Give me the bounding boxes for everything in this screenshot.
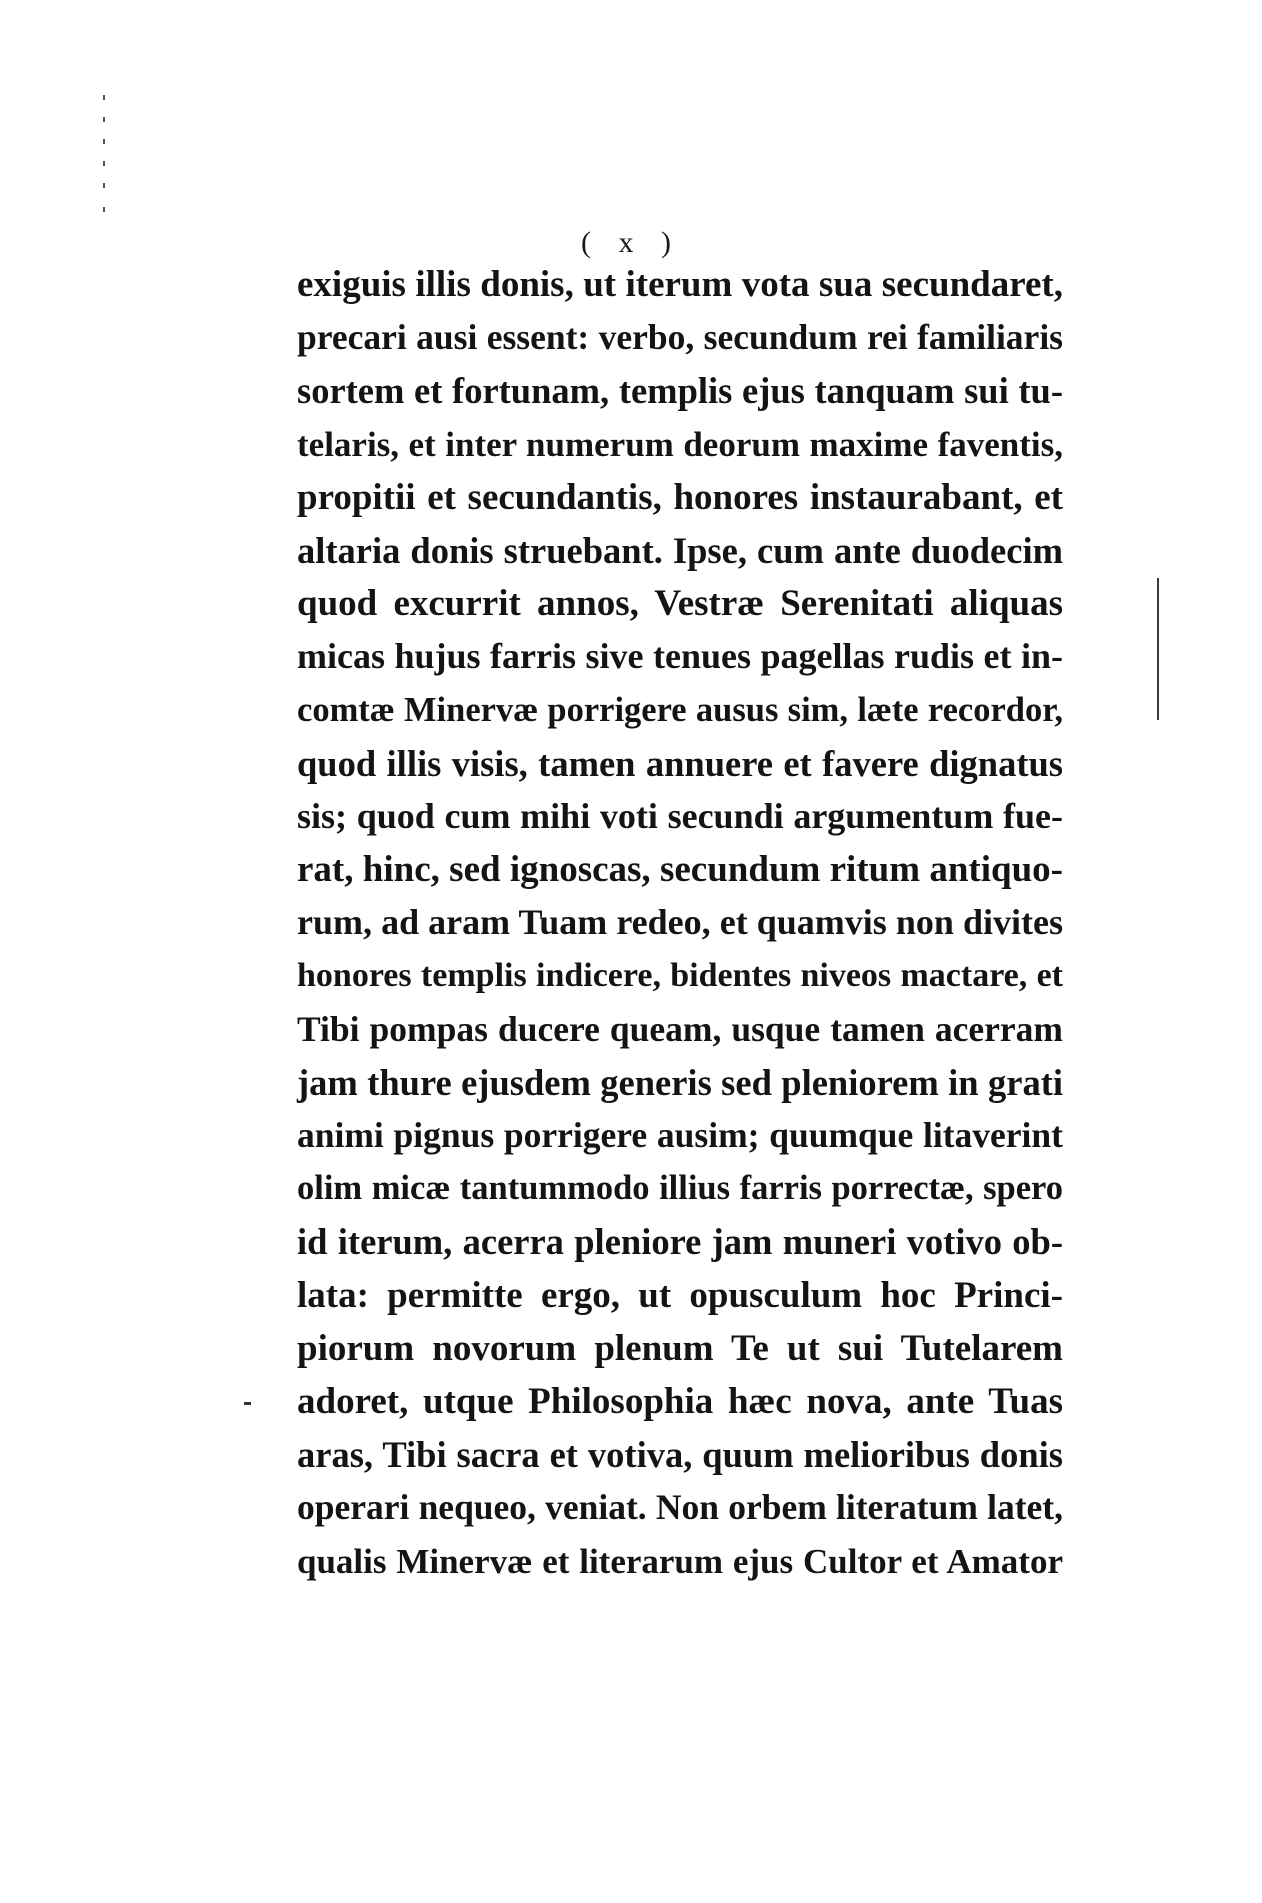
text-line-8: micas hujus farris sive tenues pagellas rudis et in-: [297, 636, 1063, 677]
text-line-24: operari nequeo, veniat. Non orbem literatum latet,: [297, 1487, 1063, 1528]
text-line-9: comtæ Minervæ porrigere ausus sim, læte recordor,: [297, 690, 1063, 729]
text-line-17: animi pignus porrigere ausim; quumque litaverint: [297, 1115, 1063, 1155]
text-line-23: aras, Tibi sacra et votiva, quum melioribus donis: [297, 1434, 1063, 1476]
text-line-10: quod illis visis, tamen annuere et favere dignatus: [297, 742, 1063, 784]
text-line-12: rat, hinc, sed ignoscas, secundum ritum antiquo-: [297, 849, 1063, 891]
text-line-3: sortem et fortunam, templis ejus tanquam sui tu-: [297, 370, 1063, 412]
margin-dash-mark: [244, 1402, 251, 1405]
text-line-6: altaria donis struebant. Ipse, cum ante duodecim: [297, 529, 1063, 571]
text-line-7: quod excurrit annos, Vestræ Serenitati aliquas: [297, 583, 1063, 625]
text-line-16: jam thure ejusdem generis sed pleniorem in grati: [297, 1061, 1063, 1103]
margin-vertical-rule: [1157, 578, 1159, 720]
text-line-14: honores templis indicere, bidentes niveos mactare, et: [297, 957, 1063, 995]
text-line-15: Tibi pompas ducere queam, usque tamen acerram: [297, 1008, 1063, 1049]
text-line-22: adoret, utque Philosophia hæc nova, ante Tuas: [297, 1380, 1063, 1422]
text-line-13: rum, ad aram Tuam redeo, et quamvis non divites: [297, 902, 1063, 943]
text-line-21: piorum novorum plenum Te ut sui Tutelarem: [297, 1327, 1063, 1369]
text-line-1: exiguis illis donis, ut iterum vota sua secundaret,: [297, 264, 1063, 305]
text-line-20: lata: permitte ergo, ut opusculum hoc Princi-: [297, 1274, 1063, 1316]
body-text: [297, 258, 1063, 1588]
text-line-2: precari ausi essent: verbo, secundum rei familiaris: [297, 317, 1063, 358]
page-number: ( x ): [581, 226, 681, 259]
text-line-4: telaris, et inter numerum deorum maxime faventis,: [297, 424, 1063, 464]
text-line-11: sis; quod cum mihi voti secundi argumentum fue-: [297, 795, 1063, 836]
text-line-19: id iterum, acerra pleniore jam muneri votivo ob-: [297, 1221, 1063, 1263]
text-line-18: olim micæ tantummodo illius farris porrectæ, spero: [297, 1169, 1063, 1208]
text-line-25: qualis Minervæ et literarum ejus Cultor et Amator: [297, 1541, 1063, 1581]
margin-scan-marks: [103, 95, 105, 245]
text-line-5: propitii et secundantis, honores instaurabant, et: [297, 476, 1063, 518]
